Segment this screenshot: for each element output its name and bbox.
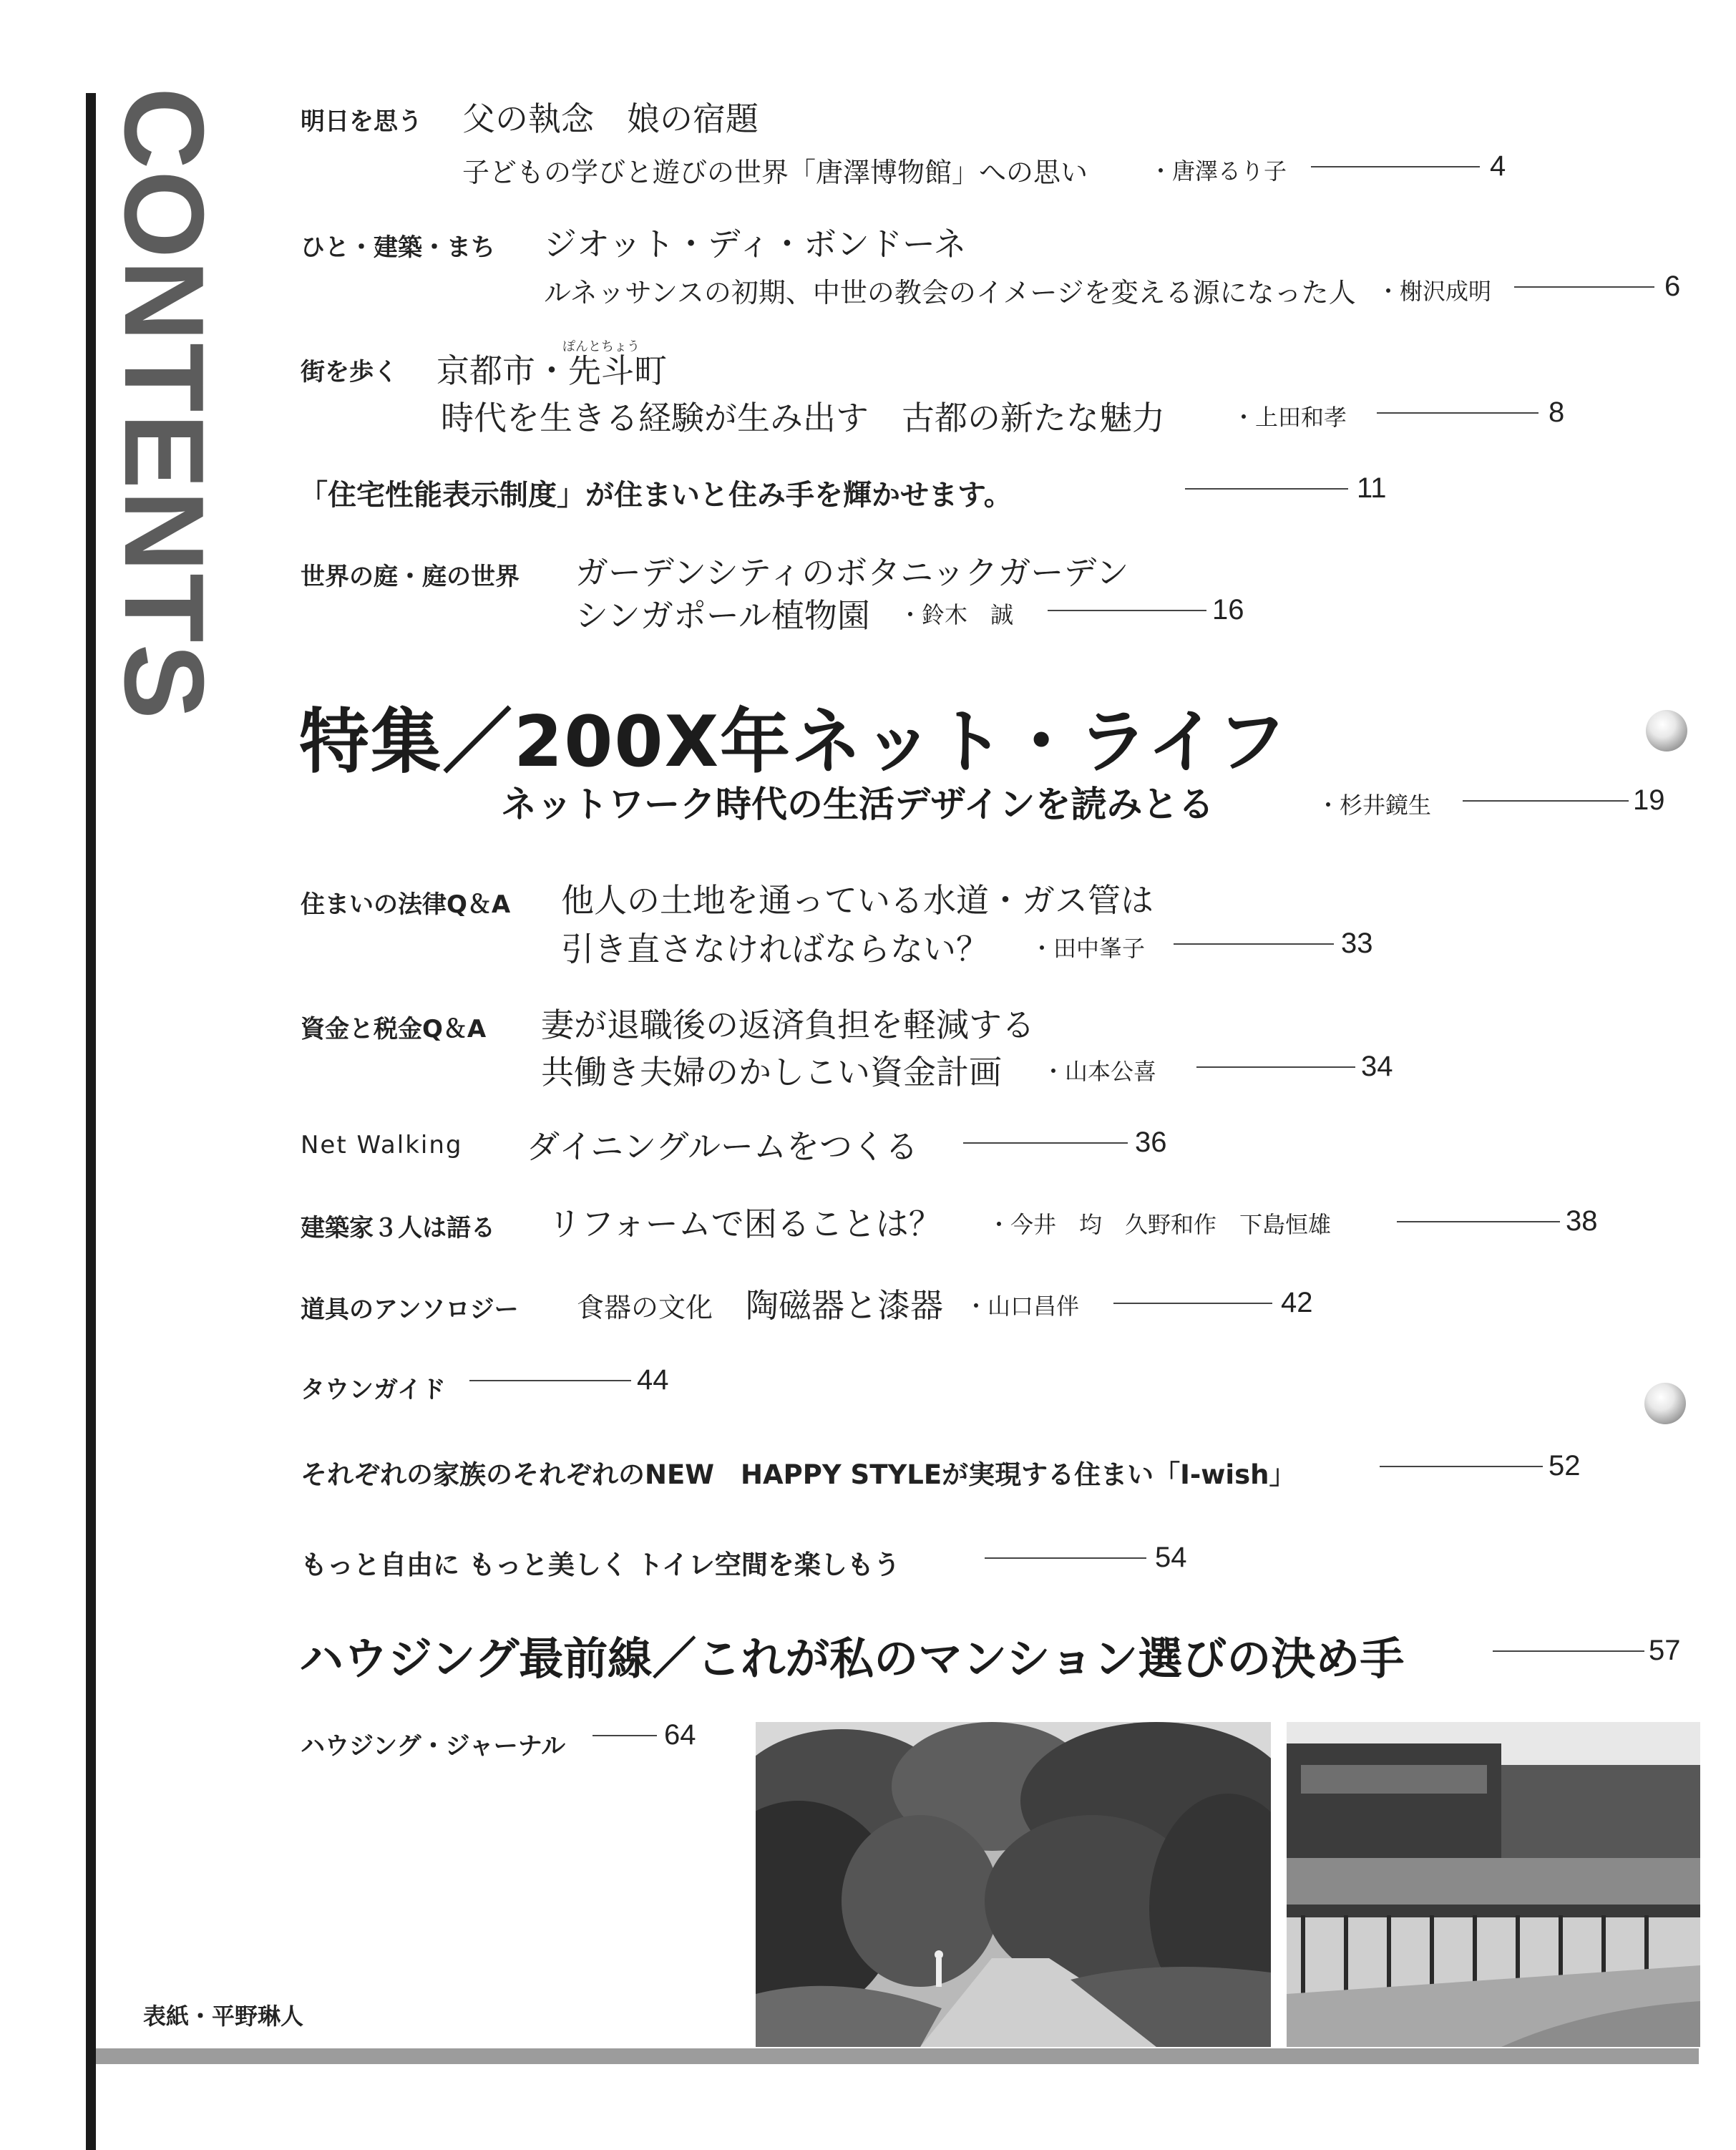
footer-band	[96, 2048, 1699, 2064]
page-number: 19	[1633, 784, 1665, 816]
contents-side-title: CONTENTS	[101, 87, 227, 721]
leader-line	[1377, 412, 1538, 414]
entry-title: ガーデンシティのボタニックガーデン	[575, 553, 1129, 592]
page-number: 11	[1357, 472, 1387, 504]
leader-line	[1174, 943, 1334, 945]
leader-line	[985, 1557, 1146, 1559]
entry-title: 他人の土地を通っている水道・ガス管は	[561, 881, 1154, 920]
category-label: 資金と税金Q＆A	[301, 1015, 487, 1044]
feature-subtitle: ネットワーク時代の生活デザインを読みとる	[501, 784, 1214, 825]
entry-subtitle: ルネッサンスの初期、中世の教会のイメージを変える源になった人	[544, 277, 1356, 308]
entry-author: ・山本公喜	[1042, 1058, 1157, 1085]
page-number: 57	[1649, 1635, 1681, 1666]
entry-title: 陶磁器と漆器	[746, 1286, 943, 1325]
category-label: タウンガイド	[301, 1376, 446, 1404]
leader-line	[1048, 610, 1206, 611]
entry-title: ダイニングルームをつくる	[527, 1127, 918, 1166]
page-number: 54	[1155, 1542, 1187, 1573]
category-label: 建築家３人は語る	[301, 1214, 495, 1242]
category-label: ひと・建築・まち	[301, 233, 495, 262]
journal-title: ハウジング・ジャーナル	[301, 1732, 566, 1761]
page-number: 8	[1549, 397, 1565, 428]
botanic-garden-photo	[756, 1722, 1271, 2047]
leader-line	[1463, 800, 1629, 802]
entry-title: 「住宅性能表示制度」が住まいと住み手を輝かせます。	[299, 479, 1013, 512]
entry-author: ・鈴木 誠	[899, 601, 1014, 628]
leader-line	[1380, 1466, 1543, 1467]
page-number: 36	[1135, 1127, 1167, 1158]
page-number: 44	[637, 1364, 669, 1396]
page-number: 6	[1664, 271, 1681, 302]
page-number: 42	[1281, 1287, 1313, 1318]
leader-line	[1113, 1303, 1272, 1304]
furigana: ぽんとちょう	[562, 339, 640, 354]
entry-author: ・榭沢成明	[1377, 278, 1492, 305]
category-label: 住まいの法律Q＆A	[301, 890, 511, 919]
cover-credit: 表紙・平野琳人	[143, 2003, 304, 2030]
left-vertical-rule	[86, 93, 96, 2150]
category-label: 明日を思う	[301, 107, 422, 136]
entry-title-small: 食器の文化	[577, 1292, 713, 1323]
entry-title: 京都市・先斗町	[437, 351, 667, 390]
pontocho-riverside-photo	[1287, 1722, 1700, 2047]
entry-title: ジオット・ディ・ボンドーネ	[544, 225, 967, 263]
entry-author: ・上田和孝	[1232, 404, 1347, 431]
leader-line	[469, 1380, 631, 1381]
leader-line	[1493, 1650, 1644, 1652]
page-number: 4	[1490, 150, 1506, 182]
feature-author: ・杉井鏡生	[1317, 792, 1432, 819]
leader-line	[593, 1735, 657, 1736]
housing-title: ハウジング最前線／これが私のマンション選びの決め手	[299, 1633, 1405, 1685]
entry-subtitle: 共働き夫婦のかしこい資金計画	[541, 1053, 1002, 1091]
leader-line	[1397, 1221, 1560, 1222]
entry-subtitle: 時代を生きる経験が生み出す 古都の新たな魅力	[441, 399, 1165, 437]
leader-line	[963, 1142, 1128, 1144]
entry-title: 父の執念 娘の宿題	[462, 99, 759, 138]
page-number: 16	[1212, 594, 1244, 626]
feature-title: 特集／200X年ネット・ライフ	[299, 701, 1289, 783]
entry-author: ・山口昌伴	[965, 1293, 1080, 1320]
page-number: 64	[664, 1719, 696, 1751]
entry-subtitle: 引き直さなければならない？	[561, 930, 989, 968]
entry-author: ・田中峯子	[1030, 935, 1146, 962]
entry-subtitle: 子どもの学びと遊びの世界「唐澤博物館」への思い	[462, 157, 1088, 188]
binder-hole	[1644, 1383, 1686, 1424]
leader-line	[1196, 1066, 1355, 1068]
page-number: 52	[1549, 1450, 1581, 1482]
category-label: Net Walking	[301, 1131, 463, 1159]
leader-line	[1514, 286, 1654, 288]
page-number: 34	[1361, 1051, 1393, 1082]
binder-hole	[1646, 710, 1687, 751]
page-number: 33	[1341, 928, 1373, 959]
entry-title: もっと自由に もっと美しく トイレ空間を楽しもう	[301, 1550, 900, 1580]
leader-line	[1185, 488, 1348, 490]
leader-line	[1311, 166, 1480, 167]
page-number: 38	[1566, 1205, 1598, 1237]
category-label: 道具のアンソロジー	[301, 1295, 519, 1324]
entry-subtitle: シンガポール植物園	[575, 596, 870, 635]
entry-author: ・今井 均 久野和作 下島恒雄	[988, 1211, 1332, 1238]
entry-author: ・唐澤るり子	[1149, 157, 1287, 185]
category-label: 世界の庭・庭の世界	[301, 563, 520, 591]
entry-title: 妻が退職後の返済負担を軽減する	[541, 1006, 1035, 1044]
entry-title: それぞれの家族のそれぞれのNEW HAPPY STYLEが実現する住まい「I-wish」	[301, 1459, 1296, 1490]
entry-title: リフォームで困ることは？	[548, 1205, 942, 1243]
category-label: 街を歩く	[301, 358, 398, 386]
